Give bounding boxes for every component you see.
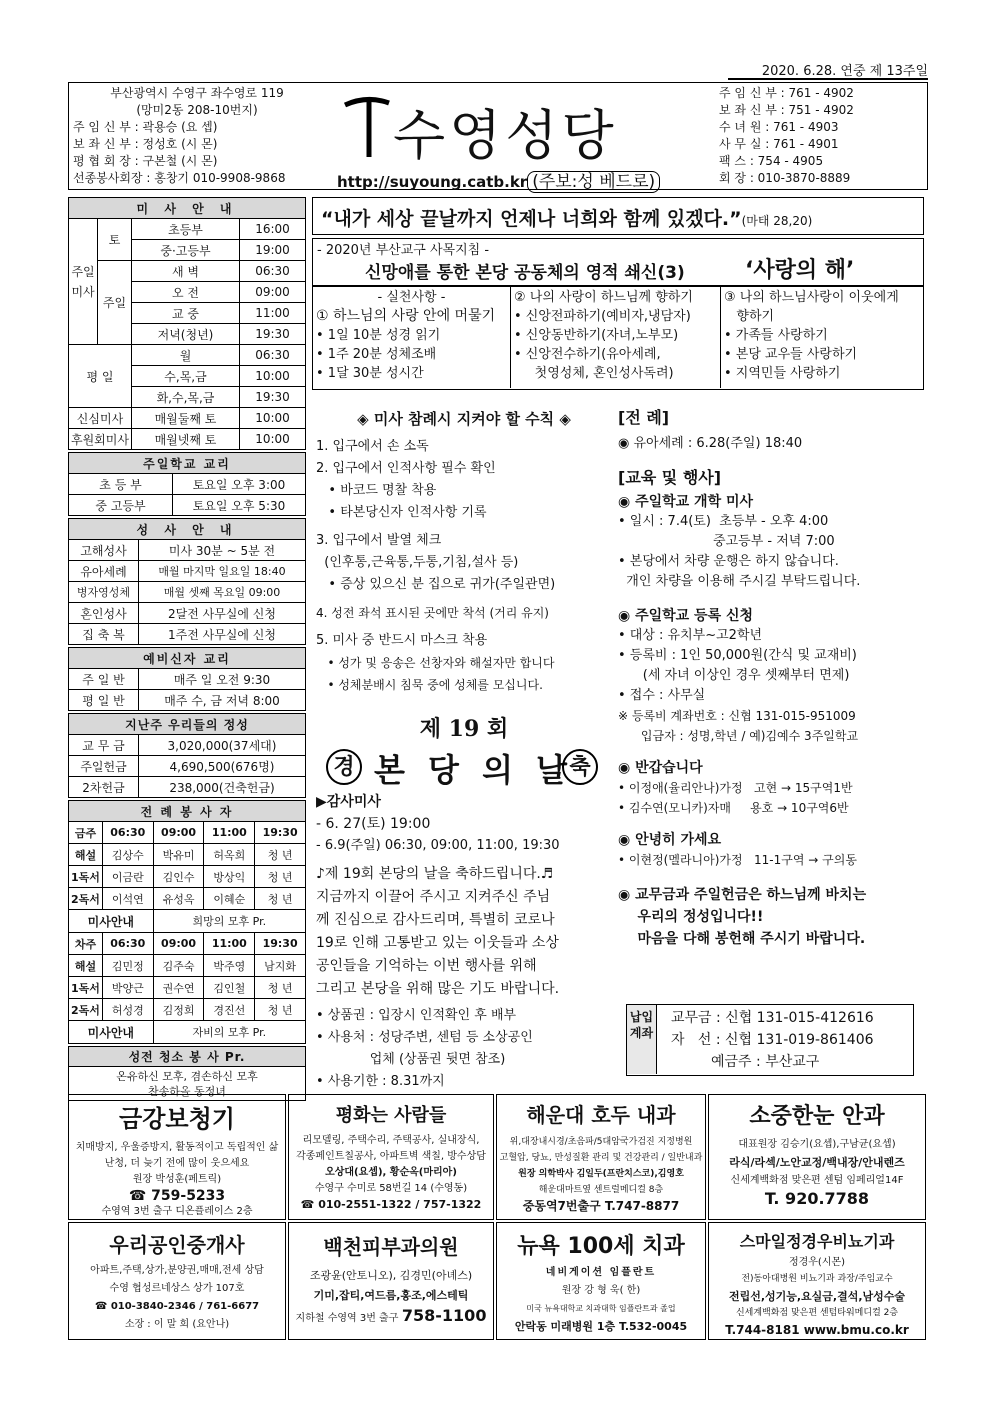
ad-line: 대표원장 김승기(요셉),구남균(요셉) [738,1139,896,1150]
practice-item: • 신앙전수하기(유아세례, [514,347,661,362]
welcome-line: • 이정애(율리안나)가정 고현 → 15구역1반 [618,781,853,795]
ad-phone: 안락동 미래병원 1층 T.532-0045 [514,1320,688,1333]
offering-note-line: ◉ 교무금과 주일헌금은 하느님께 바치는 [618,887,867,903]
website-line [337,167,717,192]
practice-item: • 지역민들 사랑하기 [724,366,841,381]
time-slot: 19:30 [255,933,306,955]
contact-fax: 팩 스 : 754 - 4905 [719,154,824,168]
sacrament-table [68,518,306,645]
server: 이금란 [102,866,153,888]
account-line: 예금주 : 부산교구 [711,1054,820,1070]
offering-title: 지난주 우리들의 정성 [69,714,306,735]
catechumen-class: 평 일 반 [69,690,139,711]
ad-title: 금강보청기 [119,1104,235,1133]
mass-row-time: 06:30 [240,261,306,282]
rule-item: • 성체분배시 침묵 중에 성체를 모십니다. [316,678,543,692]
sacrament-time: 2달전 사무실에 신청 [139,603,306,624]
time-slot: 06:30 [102,822,153,844]
ad-line: 해운대마트옆 센트럴메디컬 8층 [538,1185,664,1195]
offering-name: 2차헌금 [69,777,139,798]
rule-item: 3. 입구에서 발열 체크 [316,533,442,548]
rules-title: ◈ 미사 참례시 지켜야 할 수칙 ◈ [357,410,571,428]
church-address: 부산광역시 수영구 좌수영로 119 [110,86,284,100]
ad-line: 리모델링, 주택수리, 주택공사, 실내장식, [302,1135,480,1146]
practice-title: - 실천사항 - [377,290,446,305]
quote-box [312,197,924,235]
sunday-school-table [68,452,306,516]
rule-item: • 증상 있으신 분 집으로 귀가(주일관면) [316,577,556,592]
saturday-label: 토 [98,219,132,261]
offering-name: 주일헌금 [69,756,139,777]
special-mass-name: 신심미사 [69,408,132,429]
rule-item: 5. 미사 중 반드시 마스크 착용 [316,633,488,648]
server: 유성옥 [153,888,204,910]
ad-phone: T. 920.7788 [764,1189,870,1208]
contact-assistant: 보 좌 신 부 : 751 - 4902 [719,103,854,117]
special-mass-day: 매월둘째 토 [131,408,239,429]
server: 허성경 [102,999,153,1021]
special-mass-name: 후원회미사 [69,429,132,450]
school-mass-line: • 본당에서 차량 운행은 하지 않습니다. [618,554,839,569]
server: 이석연 [102,888,153,910]
ad-line: 고혈압, 당뇨, 만성질환 관리 및 건강관리 / 일반내과 [499,1153,703,1163]
registration-line: • 접수 : 사무실 [618,688,706,703]
thanksgiving-mass-time: - 6. 27(토) 19:00 [316,816,431,832]
mass-row-time: 19:00 [240,240,306,261]
registration-line: • 대상 : 유치부~고2학년 [618,628,763,643]
ad-line: 난청, 더 늦기 전에 많이 웃으세요 [104,1158,250,1169]
server: 청 년 [255,844,306,866]
server: 경진선 [204,999,255,1021]
offering-note-line: 마음을 다해 봉헌해 주시기 바랍니다. [618,931,866,947]
rule-item: 1. 입구에서 손 소독 [316,439,429,454]
sacrament-name: 혼인성사 [69,603,139,624]
registration-line: • 등록비 : 1인 50,000원(간식 및 교재비) [618,648,857,663]
mass-title: 미 사 안 내 [69,198,306,219]
cleaning-table [68,1046,306,1101]
account-box [626,1004,914,1076]
baptism-notice: ◉ 유아세례 : 6.28(주일) 18:40 [618,436,803,451]
practice-item: • 본당 교우들 사랑하기 [724,347,858,362]
practice-col-3 [721,287,923,388]
ad-phone: 중동역7번출구 T.747-8877 [522,1199,680,1213]
parish-day-banner [316,745,612,789]
ad-eye-clinic [708,1094,926,1220]
account-line: 교무금 : 신협 131-015-412616 [671,1010,874,1026]
sacrament-time: 미사 30분 ~ 5분 전 [139,540,306,561]
guide-value: 자비의 모후 Pr. [153,1021,305,1044]
rule-item: • 바코드 명찰 착용 [316,483,437,498]
sacrament-name: 고해성사 [69,540,139,561]
welcome-line: • 김수연(모니카)자매 용호 → 10구역6반 [618,801,849,815]
ad-line: 신세계백화점 맞은편 센텀타워메디컬 2층 [735,1308,899,1318]
contact-president: 회 장 : 010-3870-8889 [719,171,851,185]
sunday-day-label: 주일 [98,261,132,345]
ad-dental [496,1222,706,1340]
sidebar [68,197,306,1101]
sacrament-name: 집 축 복 [69,624,139,645]
liturgy-heading: [전 례] [618,408,670,427]
thanksgiving-mass-title: ▶감사미사 [316,794,381,810]
ad-line: 전)동아대병원 비뇨기과 과장/주임교수 [741,1274,893,1284]
guide-label: 미사안내 [69,1021,154,1044]
time-slot: 11:00 [204,822,255,844]
rule-item: • 타본당신자 인적사항 기록 [316,505,487,520]
ad-line: 지하철 수영역 3번 출구 [295,1313,399,1324]
role: 1독서 [69,977,103,999]
week-label: 차주 [69,933,103,955]
school-registration-title: ◉ 주일학교 등록 신청 [618,608,754,624]
website-link[interactable]: http://suyoung.catb.kr [337,173,528,191]
server: 청 년 [255,977,306,999]
special-mass-time: 10:00 [240,408,306,429]
assistant-line: 보 좌 신 부 : 정성호 (시 몬) [73,137,218,151]
message-line: 께 진심으로 감사드리며, 특별히 코로나 [316,912,555,928]
ad-title: 백천피부과의원 [323,1235,459,1259]
pastoral-heading: - 2020년 부산교구 사목지침 - [317,243,490,258]
server: 박유미 [153,844,204,866]
catechumen-class: 주 일 반 [69,669,139,690]
ad-line: 네비게이션 임플란트 [545,1267,657,1278]
week-label: 금주 [69,822,103,844]
parish-day-title: 본 당 의 날 [374,751,574,789]
ad-title: 해운대 호두 내과 [526,1103,676,1127]
time-slot: 19:30 [255,822,306,844]
catechumen-time: 매주 일 오전 9:30 [139,669,306,690]
school-mass-line: • 일시 : 7.4(토) 초등부 - 오후 4:00 [618,514,829,529]
farewell-title: ◉ 안녕히 가세요 [618,832,722,848]
mass-row-time: 09:00 [240,282,306,303]
mass-row-time: 06:30 [240,345,306,366]
weekday-label: 평 일 [69,345,132,408]
parish-day [316,712,612,1093]
mass-row-time: 11:00 [240,303,306,324]
server: 청 년 [255,999,306,1021]
ad-line: 위,대장내시경/초음파/5대암국가검진 지정병원 [509,1137,693,1147]
voucher-line: • 사용기한 : 8.31까지 [316,1074,445,1089]
ad-interior [288,1094,494,1220]
ad-phone: ☎ 759-5233 [128,1188,226,1204]
message-line: 19로 인해 고통받고 있는 이웃들과 소상 [316,935,559,951]
ad-line: 라식/라섹/노안교정/백내장/안내렌즈 [729,1156,905,1169]
offering-amount: 3,020,000(37세대) [139,735,306,756]
cleaning-group: 온유하신 모후, 겸손하신 모후 [116,1069,258,1083]
practice-box [312,286,924,390]
practice-subtitle: ② 나의 사랑이 하느님께 향하기 [514,290,693,305]
server: 김상수 [102,844,153,866]
voucher-line: • 상품권 : 입장시 인적확인 후 배부 [316,1008,517,1023]
ad-internal-medicine [496,1094,706,1220]
offering-table [68,713,306,798]
liturgy-title: 전 례 봉 사 자 [69,801,306,822]
mass-row-name: 화,수,목,금 [131,387,239,408]
practice-subtitle: 향하기 [724,309,775,324]
server: 박주영 [204,955,255,977]
notices [618,408,926,950]
offering-amount: 238,000(건축헌금) [139,777,306,798]
farewell-line: • 이현정(멜라니아)가정 11-1구역 → 구의동 [618,853,857,867]
special-mass-day: 매월넷째 토 [131,429,239,450]
practice-subtitle: ① 하느님의 사랑 안에 머물기 [316,308,496,324]
guide-label: 미사안내 [69,910,154,933]
server: 남지화 [255,955,306,977]
pastoral-box [312,238,924,286]
special-mass-time: 10:00 [240,429,306,450]
ad-hearing-aid [68,1094,286,1220]
education-heading: [교육 및 행사] [618,468,722,487]
pastoral-title: 신망애를 통한 본당 공동체의 영적 쇄신(3) [365,263,685,283]
pastor-line: 주 임 신 부 : 곽용승 (요 셉) [73,120,218,134]
registration-line: 입금자 : 성명,학년 / 예)김예수 3주일학교 [618,729,859,743]
practice-subtitle: ③ 나의 하느님사랑이 이웃에게 [724,290,899,305]
mass-table [68,197,306,450]
role: 해설 [69,844,103,866]
welcome-title: ◉ 반갑습니다 [618,760,703,776]
message-line: ♪제 19회 본당의 날을 축하드립니다.♬ [316,866,554,882]
voucher-line: • 사용처 : 성당주변, 센텀 등 소상공인 [316,1030,533,1045]
church-info [73,85,321,187]
server: 방상익 [204,866,255,888]
mass-row-time: 19:30 [240,387,306,408]
funeral-line: 선종봉사회장 : 홍창기 010-9908-9868 [73,171,286,185]
registration-line: (세 자녀 이상인 경우 셋째부터 면제) [618,668,850,683]
rule-item: • 성가 및 응송은 선창자와 해설자만 합니다 [316,656,555,670]
server: 청 년 [255,866,306,888]
ad-line: 조광윤(안토니오), 김경민(아녜스) [309,1269,473,1282]
practice-col-1 [313,287,511,388]
ad-title: 뉴욕 100세 치과 [517,1234,685,1259]
council-line: 평 협 회 장 : 구본철 (시 몬) [73,154,218,168]
account-line: 자 선 : 신협 131-019-861406 [671,1032,874,1048]
server: 김정희 [153,999,204,1021]
ad-realtor [68,1222,286,1340]
gospel-quote: “내가 세상 끝날까지 언제나 너희와 함께 있겠다.” [321,208,742,230]
issue-underline [728,78,928,80]
ad-urology [708,1222,926,1340]
parish-day-number: 제 19 회 [419,716,509,742]
practice-item: 첫영성체, 혼인성사독려) [514,366,674,381]
school-time: 토요일 오후 5:30 [173,495,306,516]
ad-line: 원장 박성훈(페트릭) [132,1174,222,1185]
catechumen-time: 매주 수, 금 저녁 8:00 [139,690,306,711]
contact-list [719,85,929,187]
sunday-label: 주일미사 [69,219,98,345]
ad-line: 아파트,주택,상가,분양권,매매,전세 상담 [90,1265,264,1276]
practice-item: • 신앙전파하기(예비자,냉담자) [514,309,691,324]
practice-item: • 1달 30분 성시간 [316,366,424,381]
offering-amount: 4,690,500(676명) [139,756,306,777]
school-mass-line: 중고등부 - 저녁 7:00 [618,534,835,549]
message-line: 그리고 본당을 위해 많은 기도 바랍니다. [316,981,560,997]
liturgy-table [68,800,306,1044]
server: 김민정 [102,955,153,977]
contact-pastor: 주 임 신 부 : 761 - 4902 [719,86,854,100]
pastoral-highlight: ‘사랑의 해’ [745,258,855,283]
church-address-old: (망미2동 208-10번지) [136,103,258,117]
mass-row-name: 월 [131,345,239,366]
issue-date: 2020. 6.28. 연중 제 13주일 [761,64,928,79]
ad-line: 수영역 3번 출구 디온플레이스 2층 [101,1206,253,1217]
rule-item: (인후통,근육통,두통,기침,설사 등) [316,555,519,570]
ad-line: 신세계백화점 맞은편 센텀 임페리얼14F [730,1175,904,1186]
mass-row-name: 중·고등부 [131,240,239,261]
mass-row-name: 초등부 [131,219,239,240]
ad-phone: 758-1100 [401,1306,487,1325]
rule-item: 2. 입구에서 인적사항 필수 확인 [316,461,496,476]
account-label: 납입계좌 [627,1005,657,1074]
gospel-ref: (마태 28,20) [741,214,813,228]
server: 청 년 [255,888,306,910]
sacrament-time: 매월 마지막 일요일 18:40 [139,561,306,582]
sacrament-time: 매월 셋째 목요일 09:00 [139,582,306,603]
server: 이혜순 [204,888,255,910]
role: 2독서 [69,888,103,910]
practice-col-2 [511,287,721,388]
message-line: 지금까지 이끌어 주시고 지켜주신 주님 [316,889,551,905]
role: 2독서 [69,999,103,1021]
contact-convent: 수 녀 원 : 761 - 4903 [719,120,839,134]
ad-line: 각종페인트칠공사, 아파트벽 색칠, 방수상담 [296,1151,486,1162]
sacrament-title: 성 사 안 내 [69,519,306,540]
time-slot: 11:00 [204,933,255,955]
server: 권수연 [153,977,204,999]
time-slot: 09:00 [153,822,204,844]
school-grade: 초 등 부 [69,474,173,495]
ad-line: 수영 협성르네상스 상가 107호 [109,1283,245,1294]
sunday-school-title: 주일학교 교리 [69,453,306,474]
role: 해설 [69,955,103,977]
server: 김인수 [153,866,204,888]
school-grade: 중 고등부 [69,495,173,516]
sacrament-name: 유아세례 [69,561,139,582]
rule-item: 4. 성전 좌석 표시된 곳에만 착석 (거리 유지) [316,606,549,620]
mass-row-name: 오 전 [131,282,239,303]
mass-row-time: 19:30 [240,324,306,345]
offering-note-line: 우리의 정성입니다!! [618,909,764,925]
ad-title: 소중한눈 안과 [749,1104,885,1129]
mass-rules [316,408,612,696]
role: 1독서 [69,866,103,888]
mass-row-name: 저녁(청년) [131,324,239,345]
logo [337,85,717,165]
mass-row-time: 16:00 [240,219,306,240]
voucher-line: 업체 (상품권 뒷면 참조) [316,1052,506,1067]
ad-line: 오상대(요셉), 황순옥(마리아) [325,1167,457,1178]
registration-line: ※ 등록비 계좌번호 : 신협 131-015-951009 [618,709,856,723]
thanksgiving-mass-time: - 6.9(주일) 06:30, 09:00, 11:00, 19:30 [316,838,560,853]
sacrament-name: 병자영성체 [69,582,139,603]
ad-line: 미국 뉴욕대학교 치과대학 임플란트과 졸업 [526,1304,676,1313]
server: 김인철 [204,977,255,999]
time-slot: 06:30 [102,933,153,955]
offering-name: 교 무 금 [69,735,139,756]
cleaning-title: 성전 청소 봉 사 Pr. [69,1047,306,1067]
server: 박양근 [102,977,153,999]
mass-row-time: 10:00 [240,366,306,387]
ad-phone: ☎ 010-2551-1322 / 757-1322 [300,1198,482,1211]
mass-row-name: 교 중 [131,303,239,324]
cleaning-group: 찬송하올 동정녀 [148,1084,226,1098]
celebration-left-mark: 경 [326,749,362,785]
ad-line: 정경우(시몬) [788,1257,846,1268]
server: 허옥희 [204,844,255,866]
ad-line: 수영구 수미로 58번길 14 (수영동) [314,1183,468,1194]
ad-line: 원장 의학박사 김일두(프란치스코),김영호 [518,1169,684,1179]
school-time: 토요일 오후 3:00 [173,474,306,495]
catechumen-table [68,647,306,711]
logo-text: 수영성당 [393,104,618,167]
celebration-right-mark: 축 [562,749,598,785]
logo-cross-icon [337,85,397,165]
ad-line: 원장 강 형 욱( 한) [561,1285,641,1296]
server: 김주숙 [153,955,204,977]
ad-phone: ☎ 010-3840-2346 / 761-6677 [94,1301,260,1312]
school-mass-title: ◉ 주일학교 개학 미사 [618,494,754,510]
sacrament-time: 1주전 사무실에 신청 [139,624,306,645]
school-mass-line: 개인 차량을 이용해 주시길 부탁드립니다. [618,574,861,589]
practice-item: • 가족들 사랑하기 [724,328,828,343]
practice-item: • 1주 20분 성체조배 [316,347,437,362]
message-line: 공인들을 기억하는 이번 행사를 위해 [316,958,537,974]
catechumen-title: 예비신자 교리 [69,648,306,669]
patron-label: (주보:성 베드로) [527,171,660,193]
ad-title: 우리공인중개사 [109,1233,245,1257]
ad-line: 소장 : 이 말 희 (요안나) [124,1319,230,1330]
ad-phone: T.744-8181 www.bmu.co.kr [725,1323,909,1337]
ad-line: 전립선,성기능,요실금,결석,남성수술 [728,1290,906,1303]
ad-line: 치매방지, 우울증방지, 활동적이고 독립적인 삶 [75,1142,279,1153]
ad-dermatology [288,1222,494,1340]
guide-value: 희망의 모후 Pr. [153,910,305,933]
ad-line: 기미,잡티,여드름,홍조,에스테틱 [313,1289,469,1302]
ad-title: 스마일정경우비뇨기과 [739,1232,895,1251]
mass-row-name: 수,목,금 [131,366,239,387]
practice-item: • 신앙동반하기(자녀,노부모) [514,328,679,343]
mass-row-name: 새 벽 [131,261,239,282]
ad-title: 평화는 사람들 [335,1105,447,1126]
practice-item: • 1일 10분 성경 읽기 [316,328,441,343]
contact-office: 사 무 실 : 761 - 4901 [719,137,839,151]
masthead [68,82,928,190]
time-slot: 09:00 [153,933,204,955]
